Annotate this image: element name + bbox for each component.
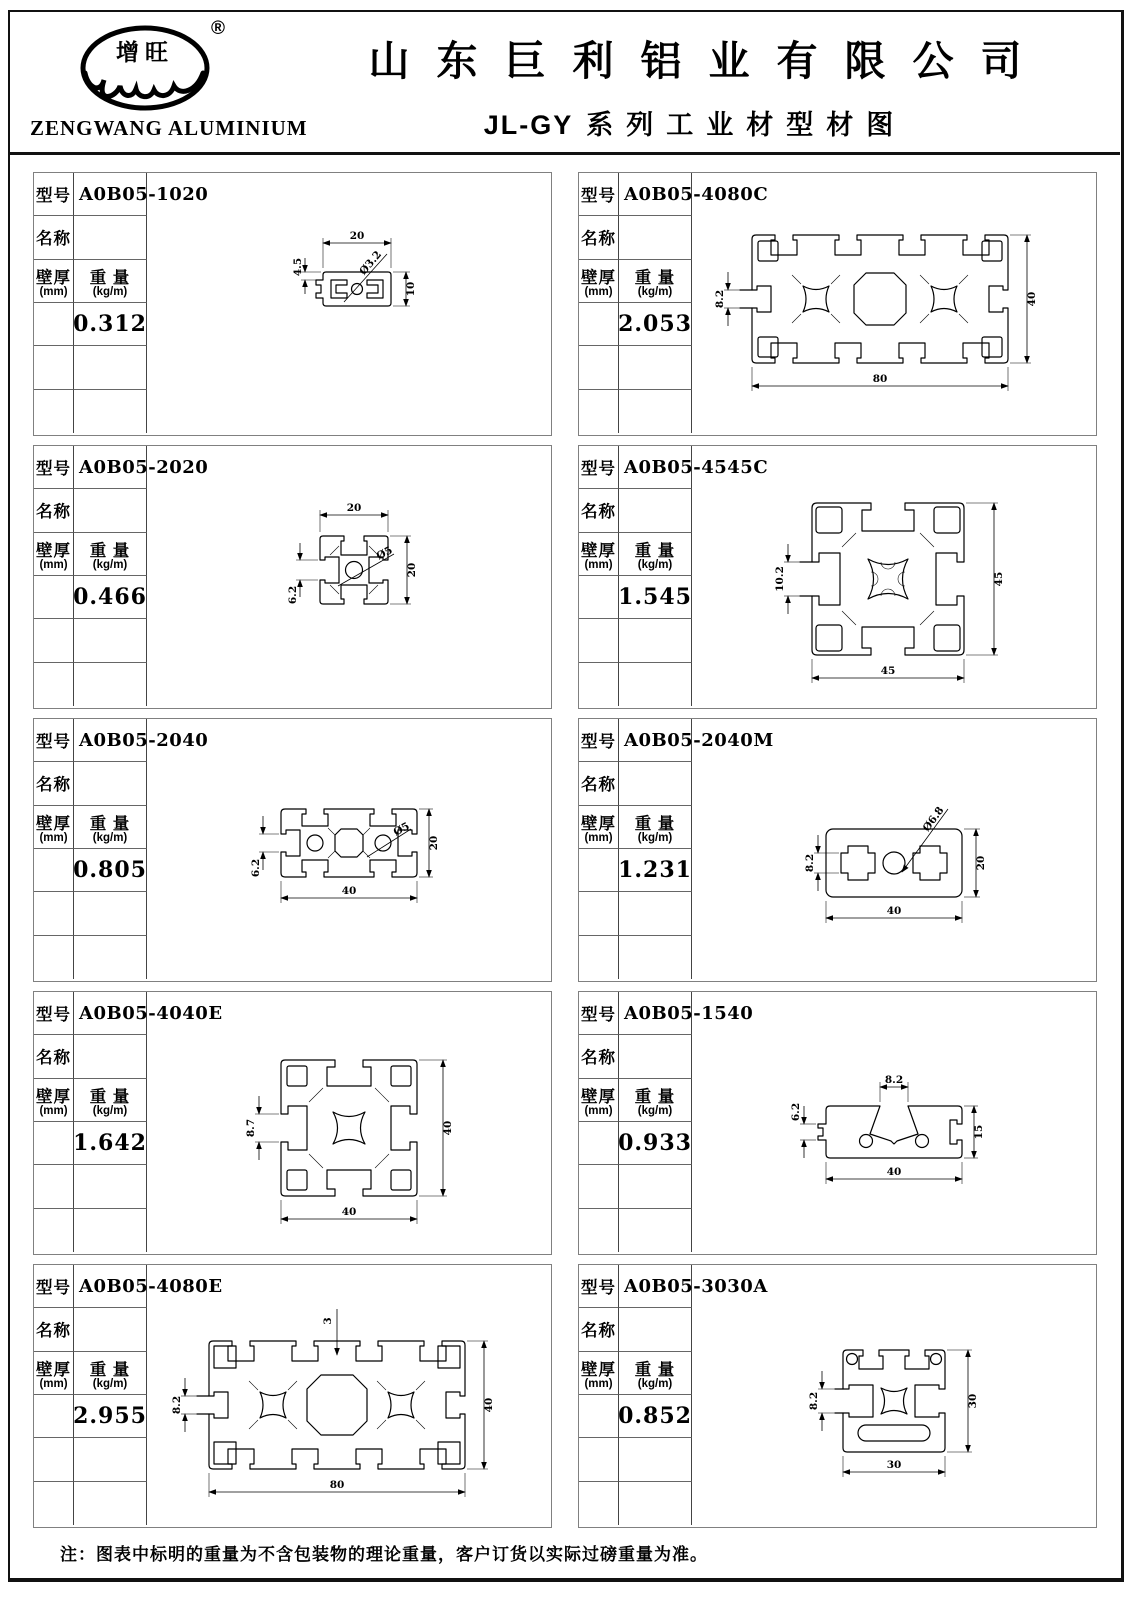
thickness-label: 壁厚 — [581, 814, 616, 833]
profile-drawing-2020 — [148, 446, 550, 706]
weight-label: 重 量 — [89, 1087, 131, 1106]
dim-left: 6.2 — [790, 1102, 802, 1122]
profile-outline — [790, 1074, 985, 1184]
profile-card-4545c — [578, 445, 1097, 709]
name-label: 名称 — [36, 1049, 71, 1068]
thickness-unit: (mm) — [39, 831, 68, 844]
weight-label: 重 量 — [89, 541, 131, 560]
profile-drawing-3030a — [693, 1265, 1095, 1525]
profile-card-1020 — [33, 172, 552, 436]
thickness-unit: (mm) — [584, 558, 613, 571]
dim-right: 15 — [973, 1124, 985, 1140]
profile-drawing-1020 — [148, 173, 550, 433]
profile-card-2020 — [33, 445, 552, 709]
series-subtitle — [275, 103, 1115, 142]
model-label: 型号 — [581, 460, 616, 479]
dim-left: 8.2 — [804, 853, 816, 873]
dim-top: 20 — [349, 230, 365, 242]
dim-bottom: 40 — [886, 905, 902, 917]
thickness-unit: (mm) — [584, 285, 613, 298]
profile-drawing-1540 — [693, 992, 1095, 1252]
weight-label: 重 量 — [634, 541, 676, 560]
registered-trademark-icon: ® — [211, 18, 225, 39]
dim-right: 10 — [405, 281, 417, 297]
profile-drawing-2040m — [693, 719, 1095, 979]
dim-right: 20 — [406, 562, 418, 578]
dim-left: 8.7 — [245, 1118, 257, 1138]
dim-left: 4.5 — [292, 257, 304, 277]
weight-value: 2.955 — [73, 1403, 147, 1430]
weight-value: 0.312 — [73, 311, 147, 338]
dim-bottom: 80 — [872, 373, 888, 385]
dim-right: 45 — [993, 571, 1005, 587]
dim-right: 40 — [442, 1120, 454, 1136]
spec-table — [579, 719, 774, 979]
dim-left: 8.2 — [808, 1391, 820, 1411]
spec-table — [579, 1265, 768, 1525]
profile-card-4080c — [578, 172, 1097, 436]
thickness-label: 壁厚 — [36, 1087, 71, 1106]
profile-outline — [714, 235, 1038, 391]
model-label: 型号 — [36, 187, 71, 206]
weight-unit: (kg/m) — [637, 831, 673, 844]
weight-value: 1.642 — [73, 1130, 147, 1157]
profile-drawing-4080e — [148, 1265, 550, 1525]
thickness-label: 壁厚 — [581, 541, 616, 560]
model-value: A0B05-1020 — [79, 183, 209, 205]
spec-table — [34, 992, 223, 1252]
series-code: JL-GY — [483, 110, 574, 140]
model-value: A0B05-4080E — [79, 1275, 223, 1297]
model-value: A0B05-4080C — [624, 183, 769, 205]
model-value: A0B05-4545C — [624, 456, 769, 478]
thickness-label: 壁厚 — [581, 268, 616, 287]
weight-value: 1.545 — [618, 584, 692, 611]
profile-drawing-4040e — [148, 992, 550, 1252]
dim-right: 30 — [967, 1393, 979, 1409]
logo-company-latin: ZENGWANG ALUMINIUM — [30, 116, 308, 140]
model-label: 型号 — [581, 733, 616, 752]
weight-unit: (kg/m) — [92, 831, 128, 844]
page-title: 山东巨利铝业有限公司 — [368, 38, 1049, 84]
model-value: A0B05-3030A — [624, 1275, 768, 1297]
name-label: 名称 — [581, 503, 616, 522]
thickness-label: 壁厚 — [36, 541, 71, 560]
model-value: A0B05-2040 — [79, 729, 209, 751]
weight-unit: (kg/m) — [92, 1377, 128, 1390]
dim-bottom: 30 — [886, 1459, 902, 1471]
thickness-unit: (mm) — [39, 1104, 68, 1117]
profile-outline — [292, 230, 417, 306]
dim-right: 40 — [1026, 291, 1038, 307]
model-label: 型号 — [36, 1279, 71, 1298]
model-value: A0B05-2040M — [624, 729, 774, 751]
spec-table — [34, 173, 209, 433]
weight-value: 0.466 — [73, 584, 147, 611]
company-logo — [30, 18, 308, 146]
profile-card-1540 — [578, 991, 1097, 1255]
thickness-label: 壁厚 — [36, 268, 71, 287]
dim-bottom: 40 — [341, 885, 357, 897]
dim-bottom: 40 — [886, 1166, 902, 1178]
thickness-label: 壁厚 — [36, 814, 71, 833]
profile-card-2040 — [33, 718, 552, 982]
series-name: 系列工业材型材图 — [586, 110, 907, 140]
dim-left: 8.2 — [171, 1395, 183, 1415]
thickness-unit: (mm) — [39, 558, 68, 571]
spec-table — [34, 719, 209, 979]
dim-left: 6.2 — [250, 858, 262, 878]
model-label: 型号 — [36, 1006, 71, 1025]
name-label: 名称 — [581, 1049, 616, 1068]
name-label: 名称 — [581, 230, 616, 249]
weight-label: 重 量 — [634, 268, 676, 287]
page-header — [275, 28, 1115, 142]
profile-drawing-4545c — [693, 446, 1095, 706]
weight-unit: (kg/m) — [92, 558, 128, 571]
weight-unit: (kg/m) — [637, 1104, 673, 1117]
dim-left: 8.2 — [714, 289, 726, 309]
profile-card-2040m — [578, 718, 1097, 982]
weight-value: 2.053 — [618, 311, 692, 338]
weight-label: 重 量 — [89, 268, 131, 287]
thickness-label: 壁厚 — [581, 1087, 616, 1106]
profile-card-3030a — [578, 1264, 1097, 1528]
spec-table — [579, 992, 754, 1252]
weight-label: 重 量 — [634, 1360, 676, 1379]
profile-outline — [171, 1309, 495, 1497]
weight-unit: (kg/m) — [637, 558, 673, 571]
dim-right: 40 — [483, 1397, 495, 1413]
spec-table — [34, 446, 209, 706]
profile-card-4080e — [33, 1264, 552, 1528]
dim-bottom: 80 — [329, 1479, 345, 1491]
model-label: 型号 — [36, 733, 71, 752]
model-label: 型号 — [581, 1006, 616, 1025]
profile-outline — [245, 1060, 454, 1224]
dim-right: 20 — [428, 835, 440, 851]
weight-unit: (kg/m) — [637, 285, 673, 298]
weight-label: 重 量 — [89, 1360, 131, 1379]
profile-outline — [250, 809, 440, 903]
footer-note: 注：图表中标明的重量为不含包装物的理论重量，客户订货以实际过磅重量为准。 — [60, 1545, 708, 1564]
profile-card-4040e — [33, 991, 552, 1255]
name-label: 名称 — [581, 776, 616, 795]
weight-unit: (kg/m) — [92, 285, 128, 298]
thickness-label: 壁厚 — [36, 1360, 71, 1379]
spec-table — [579, 446, 769, 706]
weight-label: 重 量 — [634, 1087, 676, 1106]
profile-outline — [287, 502, 418, 604]
dim-diameter: Ø5 — [391, 820, 412, 839]
dim-top: 20 — [346, 502, 362, 514]
dim-right: 20 — [975, 855, 987, 871]
weight-unit: (kg/m) — [637, 1377, 673, 1390]
model-value: A0B05-1540 — [624, 1002, 754, 1024]
dim-bottom: 40 — [341, 1206, 357, 1218]
logo-wave-line — [85, 73, 203, 97]
profile-outline — [804, 805, 987, 923]
dim-diameter: Ø6.8 — [920, 804, 947, 834]
name-label: 名称 — [36, 230, 71, 249]
name-label: 名称 — [36, 776, 71, 795]
thickness-unit: (mm) — [584, 831, 613, 844]
header-divider — [10, 152, 1120, 155]
dim-top: 3 — [322, 1317, 334, 1325]
weight-label: 重 量 — [89, 814, 131, 833]
profile-outline — [808, 1350, 979, 1477]
name-label: 名称 — [36, 503, 71, 522]
profile-outline — [774, 503, 1005, 683]
model-label: 型号 — [581, 187, 616, 206]
model-value: A0B05-4040E — [79, 1002, 223, 1024]
dim-diameter: Ø5 — [374, 544, 395, 563]
zengwang-logo-icon — [40, 18, 265, 118]
model-label: 型号 — [36, 460, 71, 479]
dim-diameter: Ø3.2 — [357, 248, 385, 278]
dim-left: 10.2 — [774, 566, 786, 592]
weight-label: 重 量 — [634, 814, 676, 833]
thickness-unit: (mm) — [39, 1377, 68, 1390]
thickness-unit: (mm) — [39, 285, 68, 298]
profile-drawing-4080c — [693, 173, 1095, 433]
dim-left: 6.2 — [287, 585, 299, 605]
dim-top: 8.2 — [884, 1074, 904, 1086]
thickness-label: 壁厚 — [581, 1360, 616, 1379]
model-value: A0B05-2020 — [79, 456, 209, 478]
weight-unit: (kg/m) — [92, 1104, 128, 1117]
weight-value: 0.805 — [73, 857, 147, 884]
profile-drawing-2040 — [148, 719, 550, 979]
model-label: 型号 — [581, 1279, 616, 1298]
name-label: 名称 — [36, 1322, 71, 1341]
weight-value: 0.852 — [618, 1403, 692, 1430]
dim-bottom: 45 — [880, 665, 896, 677]
name-label: 名称 — [581, 1322, 616, 1341]
weight-value: 0.933 — [618, 1130, 692, 1157]
thickness-unit: (mm) — [584, 1104, 613, 1117]
weight-value: 1.231 — [618, 857, 692, 884]
thickness-unit: (mm) — [584, 1377, 613, 1390]
logo-mark-text: 增旺 — [116, 39, 174, 65]
